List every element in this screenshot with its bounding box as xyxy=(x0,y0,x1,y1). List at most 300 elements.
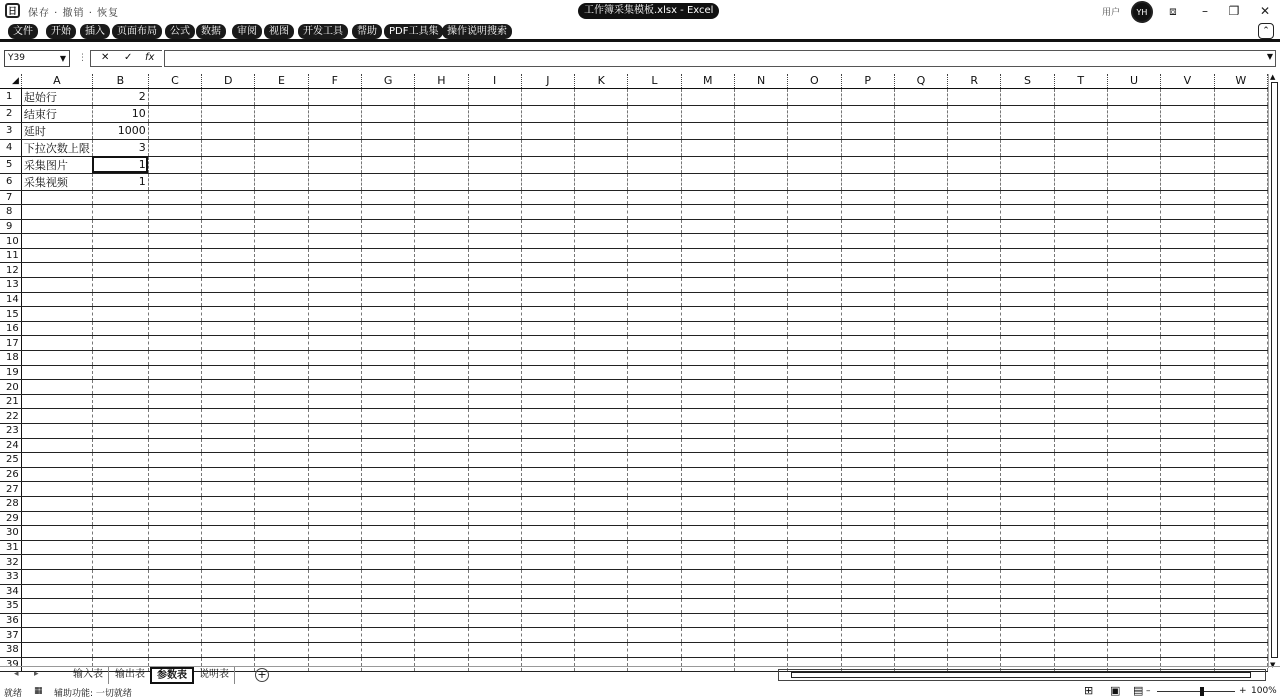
cell-D31[interactable] xyxy=(202,540,255,555)
cell-E31[interactable] xyxy=(255,540,308,555)
cell-I8[interactable] xyxy=(468,205,521,220)
cell-M25[interactable] xyxy=(681,453,734,468)
cell-M14[interactable] xyxy=(681,292,734,307)
cell-A26[interactable] xyxy=(21,467,92,482)
cell-V1[interactable] xyxy=(1161,88,1214,105)
cell-C25[interactable] xyxy=(148,453,201,468)
cell-S25[interactable] xyxy=(1001,453,1054,468)
cell-D3[interactable] xyxy=(202,122,255,139)
cell-O7[interactable] xyxy=(788,190,841,205)
cell-L11[interactable] xyxy=(628,248,681,263)
cell-T33[interactable] xyxy=(1054,569,1107,584)
cell-O19[interactable] xyxy=(788,365,841,380)
cell-P27[interactable] xyxy=(841,482,894,497)
cell-I19[interactable] xyxy=(468,365,521,380)
row-header[interactable]: 37 xyxy=(0,628,21,643)
page-break-view-icon[interactable]: ▤ xyxy=(1133,684,1144,697)
cell-Q17[interactable] xyxy=(894,336,947,351)
cell-T4[interactable] xyxy=(1054,139,1107,156)
cell-N11[interactable] xyxy=(734,248,787,263)
cell-L32[interactable] xyxy=(628,555,681,570)
cell-F14[interactable] xyxy=(308,292,361,307)
cell-J25[interactable] xyxy=(521,453,574,468)
cell-T21[interactable] xyxy=(1054,394,1107,409)
cell-I21[interactable] xyxy=(468,394,521,409)
cell-T11[interactable] xyxy=(1054,248,1107,263)
cell-P33[interactable] xyxy=(841,569,894,584)
cell-S20[interactable] xyxy=(1001,380,1054,395)
row-header[interactable]: 24 xyxy=(0,438,21,453)
cell-T19[interactable] xyxy=(1054,365,1107,380)
ribbon-tab-8[interactable]: 开发工具 xyxy=(298,24,348,39)
cell-H21[interactable] xyxy=(415,394,468,409)
cell-F10[interactable] xyxy=(308,234,361,249)
row-header[interactable]: 14 xyxy=(0,292,21,307)
cell-K19[interactable] xyxy=(575,365,628,380)
cell-F32[interactable] xyxy=(308,555,361,570)
cell-U31[interactable] xyxy=(1107,540,1160,555)
column-header-S[interactable]: S xyxy=(1001,74,1054,88)
cell-G5[interactable] xyxy=(361,156,414,173)
cell-M35[interactable] xyxy=(681,599,734,614)
cell-V37[interactable] xyxy=(1161,628,1214,643)
cell-H17[interactable] xyxy=(415,336,468,351)
cell-H38[interactable] xyxy=(415,642,468,657)
cell-B8[interactable] xyxy=(92,205,148,220)
cell-J6[interactable] xyxy=(521,173,574,190)
ribbon-tab-10[interactable]: PDF工具集 xyxy=(384,24,443,39)
cell-R5[interactable] xyxy=(948,156,1001,173)
cell-H18[interactable] xyxy=(415,351,468,366)
cell-U23[interactable] xyxy=(1107,424,1160,439)
cell-M36[interactable] xyxy=(681,613,734,628)
cell-E27[interactable] xyxy=(255,482,308,497)
cell-R16[interactable] xyxy=(948,321,1001,336)
cell-G17[interactable] xyxy=(361,336,414,351)
cell-S9[interactable] xyxy=(1001,219,1054,234)
cell-F24[interactable] xyxy=(308,438,361,453)
ribbon-tab-3[interactable]: 页面布局 xyxy=(112,24,162,39)
cell-R12[interactable] xyxy=(948,263,1001,278)
cell-P31[interactable] xyxy=(841,540,894,555)
row-header[interactable]: 33 xyxy=(0,569,21,584)
cell-D7[interactable] xyxy=(202,190,255,205)
cell-W37[interactable] xyxy=(1214,628,1267,643)
cell-Q21[interactable] xyxy=(894,394,947,409)
cell-F35[interactable] xyxy=(308,599,361,614)
cell-K12[interactable] xyxy=(575,263,628,278)
cell-J32[interactable] xyxy=(521,555,574,570)
cell-V29[interactable] xyxy=(1161,511,1214,526)
cell-C7[interactable] xyxy=(148,190,201,205)
cell-O1[interactable] xyxy=(788,88,841,105)
cell-S34[interactable] xyxy=(1001,584,1054,599)
zoom-level[interactable]: 100% xyxy=(1251,686,1277,696)
cell-L1[interactable] xyxy=(628,88,681,105)
cell-A5[interactable]: 采集图片 xyxy=(21,156,92,173)
cell-T14[interactable] xyxy=(1054,292,1107,307)
row-header[interactable]: 6 xyxy=(0,173,21,190)
cell-V38[interactable] xyxy=(1161,642,1214,657)
cell-N26[interactable] xyxy=(734,467,787,482)
cell-U10[interactable] xyxy=(1107,234,1160,249)
cell-T7[interactable] xyxy=(1054,190,1107,205)
cell-U38[interactable] xyxy=(1107,642,1160,657)
cell-G16[interactable] xyxy=(361,321,414,336)
cell-A7[interactable] xyxy=(21,190,92,205)
cell-J10[interactable] xyxy=(521,234,574,249)
cell-W12[interactable] xyxy=(1214,263,1267,278)
cell-P5[interactable] xyxy=(841,156,894,173)
cell-V4[interactable] xyxy=(1161,139,1214,156)
cell-N9[interactable] xyxy=(734,219,787,234)
cell-H1[interactable] xyxy=(415,88,468,105)
cell-W7[interactable] xyxy=(1214,190,1267,205)
cell-V2[interactable] xyxy=(1161,105,1214,122)
cell-V19[interactable] xyxy=(1161,365,1214,380)
cell-T17[interactable] xyxy=(1054,336,1107,351)
cell-U2[interactable] xyxy=(1107,105,1160,122)
cell-J11[interactable] xyxy=(521,248,574,263)
cell-U37[interactable] xyxy=(1107,628,1160,643)
cell-C34[interactable] xyxy=(148,584,201,599)
cell-O9[interactable] xyxy=(788,219,841,234)
cell-E16[interactable] xyxy=(255,321,308,336)
cell-P26[interactable] xyxy=(841,467,894,482)
cell-P15[interactable] xyxy=(841,307,894,322)
cell-U26[interactable] xyxy=(1107,467,1160,482)
cell-V23[interactable] xyxy=(1161,424,1214,439)
cell-D27[interactable] xyxy=(202,482,255,497)
cell-R15[interactable] xyxy=(948,307,1001,322)
cell-A18[interactable] xyxy=(21,351,92,366)
cell-M1[interactable] xyxy=(681,88,734,105)
cell-Q14[interactable] xyxy=(894,292,947,307)
cell-W11[interactable] xyxy=(1214,248,1267,263)
cell-E35[interactable] xyxy=(255,599,308,614)
cell-D10[interactable] xyxy=(202,234,255,249)
cell-V35[interactable] xyxy=(1161,599,1214,614)
cell-R11[interactable] xyxy=(948,248,1001,263)
cell-P6[interactable] xyxy=(841,173,894,190)
cell-N34[interactable] xyxy=(734,584,787,599)
cell-J17[interactable] xyxy=(521,336,574,351)
cell-S33[interactable] xyxy=(1001,569,1054,584)
collapse-ribbon-icon[interactable]: ⌃ xyxy=(1258,23,1274,39)
cell-J31[interactable] xyxy=(521,540,574,555)
cell-P28[interactable] xyxy=(841,496,894,511)
cell-R20[interactable] xyxy=(948,380,1001,395)
cell-R22[interactable] xyxy=(948,409,1001,424)
cell-F9[interactable] xyxy=(308,219,361,234)
cell-V34[interactable] xyxy=(1161,584,1214,599)
cell-D36[interactable] xyxy=(202,613,255,628)
cell-Q19[interactable] xyxy=(894,365,947,380)
cell-D34[interactable] xyxy=(202,584,255,599)
cell-O31[interactable] xyxy=(788,540,841,555)
cell-T9[interactable] xyxy=(1054,219,1107,234)
zoom-in-icon[interactable]: + xyxy=(1239,686,1247,696)
cell-P9[interactable] xyxy=(841,219,894,234)
cell-F12[interactable] xyxy=(308,263,361,278)
cell-U27[interactable] xyxy=(1107,482,1160,497)
cell-K3[interactable] xyxy=(575,122,628,139)
cell-U25[interactable] xyxy=(1107,453,1160,468)
add-sheet-icon[interactable]: + xyxy=(255,668,269,682)
page-layout-view-icon[interactable]: ▣ xyxy=(1110,684,1121,697)
cell-B32[interactable] xyxy=(92,555,148,570)
cell-E18[interactable] xyxy=(255,351,308,366)
cell-U22[interactable] xyxy=(1107,409,1160,424)
cell-K21[interactable] xyxy=(575,394,628,409)
cell-K28[interactable] xyxy=(575,496,628,511)
cell-R6[interactable] xyxy=(948,173,1001,190)
cell-G31[interactable] xyxy=(361,540,414,555)
cell-O26[interactable] xyxy=(788,467,841,482)
cell-U36[interactable] xyxy=(1107,613,1160,628)
cell-K33[interactable] xyxy=(575,569,628,584)
cell-F15[interactable] xyxy=(308,307,361,322)
cell-W5[interactable] xyxy=(1214,156,1267,173)
row-header[interactable]: 34 xyxy=(0,584,21,599)
cell-T20[interactable] xyxy=(1054,380,1107,395)
cell-U12[interactable] xyxy=(1107,263,1160,278)
cell-H4[interactable] xyxy=(415,139,468,156)
cell-G24[interactable] xyxy=(361,438,414,453)
cell-L28[interactable] xyxy=(628,496,681,511)
cell-H6[interactable] xyxy=(415,173,468,190)
cell-T10[interactable] xyxy=(1054,234,1107,249)
column-header-C[interactable]: C xyxy=(148,74,201,88)
cell-A3[interactable]: 延时 xyxy=(21,122,92,139)
cell-I18[interactable] xyxy=(468,351,521,366)
cell-I6[interactable] xyxy=(468,173,521,190)
column-header-J[interactable]: J xyxy=(521,74,574,88)
cell-Q23[interactable] xyxy=(894,424,947,439)
cell-J23[interactable] xyxy=(521,424,574,439)
cell-S1[interactable] xyxy=(1001,88,1054,105)
cell-Q6[interactable] xyxy=(894,173,947,190)
cell-W10[interactable] xyxy=(1214,234,1267,249)
cell-H15[interactable] xyxy=(415,307,468,322)
cell-T15[interactable] xyxy=(1054,307,1107,322)
cell-D32[interactable] xyxy=(202,555,255,570)
cell-O8[interactable] xyxy=(788,205,841,220)
cell-E38[interactable] xyxy=(255,642,308,657)
cell-J38[interactable] xyxy=(521,642,574,657)
cell-C4[interactable] xyxy=(148,139,201,156)
cell-P34[interactable] xyxy=(841,584,894,599)
row-header[interactable]: 8 xyxy=(0,205,21,220)
cell-H36[interactable] xyxy=(415,613,468,628)
cell-S37[interactable] xyxy=(1001,628,1054,643)
cell-O5[interactable] xyxy=(788,156,841,173)
cell-A21[interactable] xyxy=(21,394,92,409)
cell-U34[interactable] xyxy=(1107,584,1160,599)
cell-U5[interactable] xyxy=(1107,156,1160,173)
cell-C8[interactable] xyxy=(148,205,201,220)
row-header[interactable]: 21 xyxy=(0,394,21,409)
column-header-W[interactable]: W xyxy=(1214,74,1267,88)
cell-W13[interactable] xyxy=(1214,278,1267,293)
cell-H5[interactable] xyxy=(415,156,468,173)
cell-I23[interactable] xyxy=(468,424,521,439)
cell-S13[interactable] xyxy=(1001,278,1054,293)
cell-G34[interactable] xyxy=(361,584,414,599)
cell-A23[interactable] xyxy=(21,424,92,439)
cell-O38[interactable] xyxy=(788,642,841,657)
cell-V11[interactable] xyxy=(1161,248,1214,263)
cell-B19[interactable] xyxy=(92,365,148,380)
cell-S29[interactable] xyxy=(1001,511,1054,526)
cell-C22[interactable] xyxy=(148,409,201,424)
cell-P12[interactable] xyxy=(841,263,894,278)
cell-C20[interactable] xyxy=(148,380,201,395)
zoom-slider-thumb[interactable] xyxy=(1200,687,1204,696)
cell-V15[interactable] xyxy=(1161,307,1214,322)
cell-D20[interactable] xyxy=(202,380,255,395)
cell-A6[interactable]: 采集视频 xyxy=(21,173,92,190)
cell-M6[interactable] xyxy=(681,173,734,190)
cell-C28[interactable] xyxy=(148,496,201,511)
cell-R36[interactable] xyxy=(948,613,1001,628)
cell-B29[interactable] xyxy=(92,511,148,526)
cell-I26[interactable] xyxy=(468,467,521,482)
restore-icon[interactable]: ❐ xyxy=(1228,4,1240,18)
cell-D2[interactable] xyxy=(202,105,255,122)
cell-U14[interactable] xyxy=(1107,292,1160,307)
cell-B3[interactable]: 1000 xyxy=(92,122,148,139)
cell-M3[interactable] xyxy=(681,122,734,139)
cell-C26[interactable] xyxy=(148,467,201,482)
cell-T16[interactable] xyxy=(1054,321,1107,336)
cell-M12[interactable] xyxy=(681,263,734,278)
cell-A36[interactable] xyxy=(21,613,92,628)
cell-D26[interactable] xyxy=(202,467,255,482)
cell-J4[interactable] xyxy=(521,139,574,156)
cell-M4[interactable] xyxy=(681,139,734,156)
cell-J26[interactable] xyxy=(521,467,574,482)
cell-G26[interactable] xyxy=(361,467,414,482)
cell-D9[interactable] xyxy=(202,219,255,234)
cell-I31[interactable] xyxy=(468,540,521,555)
column-header-L[interactable]: L xyxy=(628,74,681,88)
cell-N22[interactable] xyxy=(734,409,787,424)
cell-T27[interactable] xyxy=(1054,482,1107,497)
cell-I37[interactable] xyxy=(468,628,521,643)
cell-L25[interactable] xyxy=(628,453,681,468)
row-header[interactable]: 30 xyxy=(0,526,21,541)
user-name[interactable]: 用户 xyxy=(1102,8,1121,18)
cell-D14[interactable] xyxy=(202,292,255,307)
cell-Q25[interactable] xyxy=(894,453,947,468)
cell-S23[interactable] xyxy=(1001,424,1054,439)
cell-R17[interactable] xyxy=(948,336,1001,351)
row-header[interactable]: 16 xyxy=(0,321,21,336)
cell-Q37[interactable] xyxy=(894,628,947,643)
column-header-O[interactable]: O xyxy=(788,74,841,88)
cell-O36[interactable] xyxy=(788,613,841,628)
cell-W1[interactable] xyxy=(1214,88,1267,105)
cell-T38[interactable] xyxy=(1054,642,1107,657)
cell-T6[interactable] xyxy=(1054,173,1107,190)
cell-H27[interactable] xyxy=(415,482,468,497)
cell-U17[interactable] xyxy=(1107,336,1160,351)
cell-P36[interactable] xyxy=(841,613,894,628)
cell-O34[interactable] xyxy=(788,584,841,599)
cell-N35[interactable] xyxy=(734,599,787,614)
cell-L27[interactable] xyxy=(628,482,681,497)
cell-K11[interactable] xyxy=(575,248,628,263)
cell-O23[interactable] xyxy=(788,424,841,439)
cell-B28[interactable] xyxy=(92,496,148,511)
cell-D21[interactable] xyxy=(202,394,255,409)
cell-O17[interactable] xyxy=(788,336,841,351)
cell-V5[interactable] xyxy=(1161,156,1214,173)
cell-S12[interactable] xyxy=(1001,263,1054,278)
cell-U11[interactable] xyxy=(1107,248,1160,263)
cell-J15[interactable] xyxy=(521,307,574,322)
cell-O33[interactable] xyxy=(788,569,841,584)
cell-I38[interactable] xyxy=(468,642,521,657)
cell-D6[interactable] xyxy=(202,173,255,190)
cell-B37[interactable] xyxy=(92,628,148,643)
cell-I34[interactable] xyxy=(468,584,521,599)
cell-W2[interactable] xyxy=(1214,105,1267,122)
cell-C23[interactable] xyxy=(148,424,201,439)
row-header[interactable]: 3 xyxy=(0,122,21,139)
cell-I16[interactable] xyxy=(468,321,521,336)
cell-E20[interactable] xyxy=(255,380,308,395)
cell-R28[interactable] xyxy=(948,496,1001,511)
cell-T22[interactable] xyxy=(1054,409,1107,424)
cell-R13[interactable] xyxy=(948,278,1001,293)
cell-G18[interactable] xyxy=(361,351,414,366)
cell-C32[interactable] xyxy=(148,555,201,570)
cell-N30[interactable] xyxy=(734,526,787,541)
cell-V33[interactable] xyxy=(1161,569,1214,584)
cell-R30[interactable] xyxy=(948,526,1001,541)
cell-T8[interactable] xyxy=(1054,205,1107,220)
formula-bar-splitter-icon[interactable]: ⋮ xyxy=(78,53,87,63)
cell-N18[interactable] xyxy=(734,351,787,366)
ribbon-tab-6[interactable]: 审阅 xyxy=(232,24,262,39)
ribbon-tab-2[interactable]: 插入 xyxy=(80,24,110,39)
cell-I2[interactable] xyxy=(468,105,521,122)
select-all-icon[interactable]: ◢ xyxy=(0,74,21,88)
cell-T1[interactable] xyxy=(1054,88,1107,105)
name-box[interactable] xyxy=(4,50,70,67)
cell-I20[interactable] xyxy=(468,380,521,395)
cell-Q22[interactable] xyxy=(894,409,947,424)
cell-N17[interactable] xyxy=(734,336,787,351)
cell-L38[interactable] xyxy=(628,642,681,657)
cell-R37[interactable] xyxy=(948,628,1001,643)
cell-D17[interactable] xyxy=(202,336,255,351)
cell-K27[interactable] xyxy=(575,482,628,497)
cell-L18[interactable] xyxy=(628,351,681,366)
cell-B25[interactable] xyxy=(92,453,148,468)
cell-H14[interactable] xyxy=(415,292,468,307)
cell-G22[interactable] xyxy=(361,409,414,424)
cell-C33[interactable] xyxy=(148,569,201,584)
cell-S4[interactable] xyxy=(1001,139,1054,156)
cell-N13[interactable] xyxy=(734,278,787,293)
cell-T34[interactable] xyxy=(1054,584,1107,599)
cell-V31[interactable] xyxy=(1161,540,1214,555)
row-header[interactable]: 12 xyxy=(0,263,21,278)
cell-D23[interactable] xyxy=(202,424,255,439)
